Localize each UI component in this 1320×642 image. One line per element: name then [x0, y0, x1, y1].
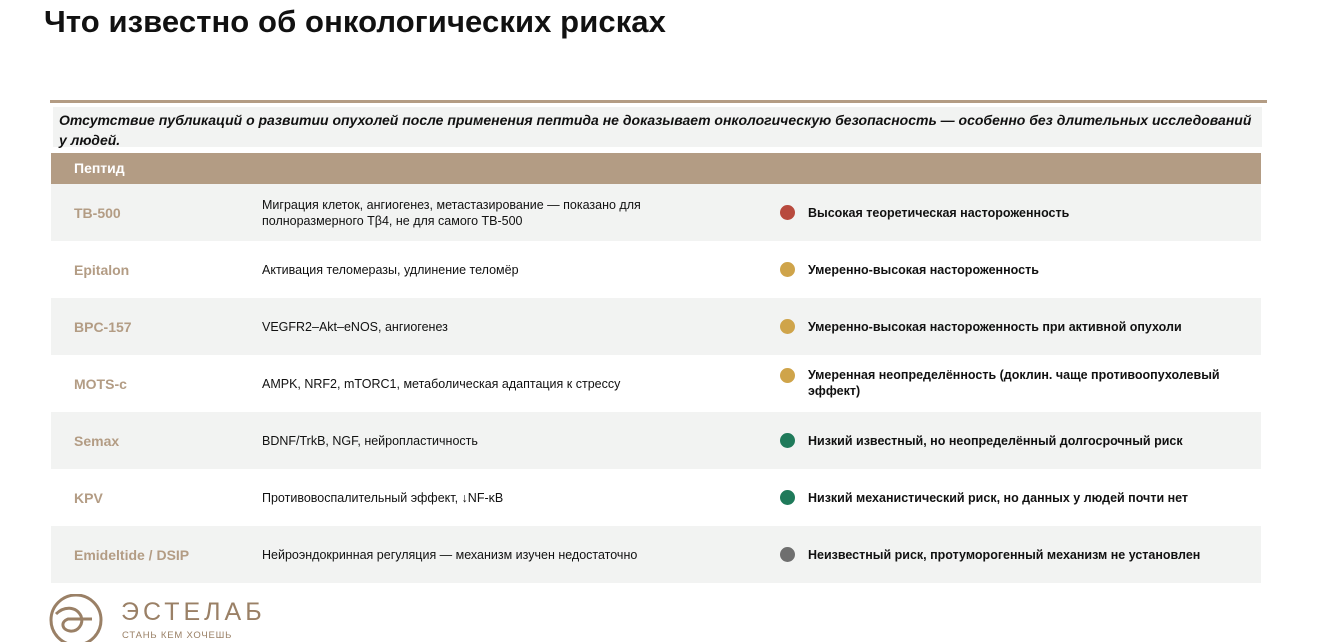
risk-text: Умеренно-высокая настороженность [808, 262, 1039, 277]
risk-text: Умеренная неопределённость (доклин. чаще противоопухолевый эффект) [808, 368, 1220, 398]
page-title: Что известно об онкологических рисках [44, 4, 666, 39]
peptide-name: BPC-157 [74, 318, 132, 335]
mechanism-text: AMPK, NRF2, mTORC1, метаболическая адаптация к стрессу [262, 376, 621, 391]
table-header [51, 153, 1261, 184]
risk-dot-icon [780, 319, 795, 334]
peptide-name: Emideltide / DSIP [74, 546, 190, 563]
peptide-name: TB-500 [74, 204, 121, 221]
mechanism-text: Активация теломеразы, удлинение теломёр [262, 262, 519, 277]
peptide-name: MOTS-c [74, 375, 127, 392]
risk-cell [780, 526, 1250, 583]
risk-text: Высокая теоретическая настороженность [808, 205, 1070, 220]
table-row [51, 412, 1261, 469]
risk-cell [780, 355, 1250, 412]
logo-tagline: СТАНЬ КЕМ ХОЧЕШЬ [122, 630, 233, 641]
logo-wordmark: ЭСТЕЛАБ [121, 598, 266, 626]
mechanism-text: Миграция клеток, ангиогенез, метастазирование — показано для полноразмерного Tβ4, не для самого TB-500 [262, 197, 641, 228]
risk-cell [780, 184, 1250, 241]
risk-cell [780, 469, 1250, 526]
risk-dot-icon [780, 490, 795, 505]
risk-text: Низкий механистический риск, но данных у людей почти нет [808, 490, 1189, 505]
risk-cell [780, 241, 1250, 298]
mechanism-text: Нейроэндокринная регуляция — механизм изучен недостаточно [262, 547, 638, 562]
table-row [51, 184, 1261, 241]
risk-cell [780, 298, 1250, 355]
mechanism-text: Противовоспалительный эффект, ↓NF-κB [262, 490, 504, 505]
logo-mark-icon [48, 594, 106, 642]
table-row [51, 355, 1261, 412]
risk-dot-icon [780, 547, 795, 562]
divider [50, 100, 1267, 103]
risk-dot-icon [780, 262, 795, 277]
header-peptide: Пептид [74, 160, 125, 176]
table-row [51, 469, 1261, 526]
table-row [51, 526, 1261, 583]
risk-text: Низкий известный, но неопределённый долгосрочный риск [808, 433, 1183, 448]
table-row [51, 241, 1261, 298]
risk-dot-icon [780, 368, 795, 383]
peptide-name: KPV [74, 489, 103, 506]
mechanism-text: BDNF/TrkB, NGF, нейропластичность [262, 433, 478, 448]
risk-table [51, 153, 1261, 583]
risk-text: Неизвестный риск, протуморогенный механизм не установлен [808, 547, 1201, 562]
table-row [51, 298, 1261, 355]
risk-cell [780, 412, 1250, 469]
peptide-name: Semax [74, 432, 120, 449]
risk-text: Умеренно-высокая настороженность при активной опухоли [808, 319, 1182, 334]
disclaimer-note: Отсутствие публикаций о развитии опухолей после применения пептида не доказывает онкологическую безопасность — особенно без длительных исследований у людей. [53, 107, 1262, 147]
brand-logo [48, 594, 308, 642]
risk-dot-icon [780, 433, 795, 448]
peptide-name: Epitalon [74, 261, 130, 278]
risk-dot-icon [780, 205, 795, 220]
mechanism-text: VEGFR2–Akt–eNOS, ангиогенез [262, 319, 448, 334]
